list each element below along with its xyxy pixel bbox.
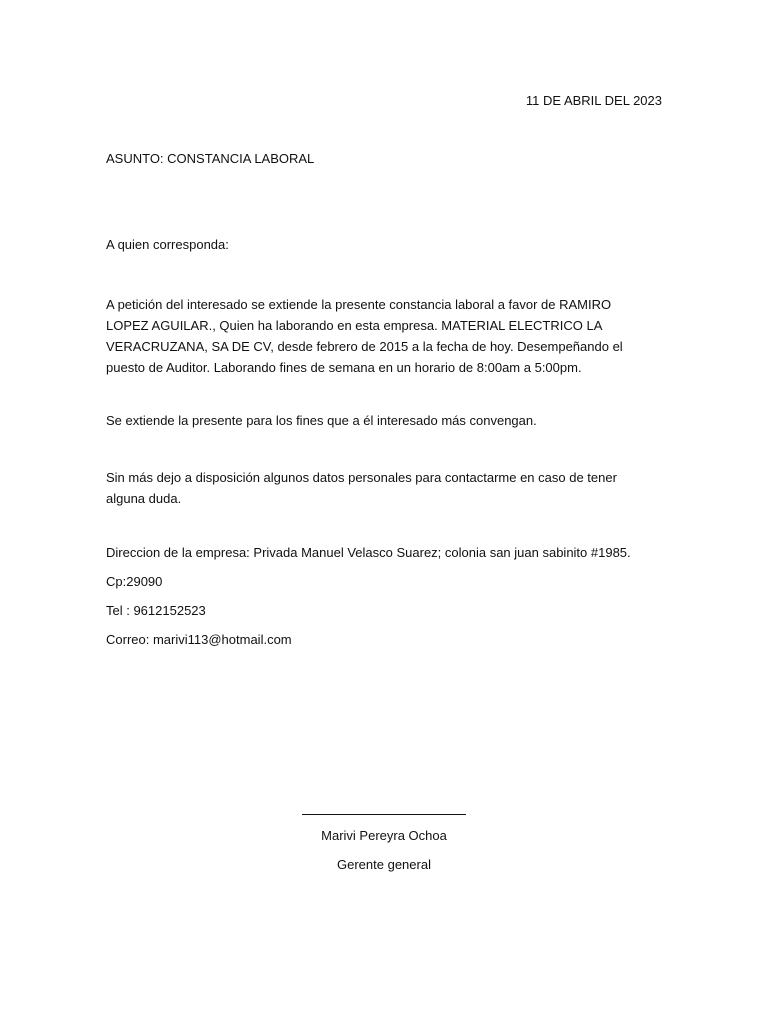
- body-paragraph-contact-offer: Sin más dejo a disposición algunos datos personales para contactarme en caso de tener alguna duda.: [106, 470, 617, 506]
- body-paragraph-employment: A petición del interesado se extiende la presente constancia laboral a favor de RAMIRO LOPEZ AGUILAR., Quien ha laborando en esta empresa. MATERIAL ELECTRICO LA VERACRUZANA, SA DE CV, desde febrero de 2015 a la fecha de hoy. Desempeñando el puesto de Auditor. Laborando fines de semana en un horario de 8:00am a 5:00pm.: [106, 297, 623, 375]
- signature-line-block: [0, 800, 768, 818]
- signatory-name: Marivi Pereyra Ochoa: [321, 828, 447, 843]
- company-address: Direccion de la empresa: Privada Manuel Velasco Suarez; colonia san juan sabinito #1985.: [106, 545, 631, 560]
- letter-salutation: A quien corresponda:: [106, 237, 229, 252]
- letter-subject: ASUNTO: CONSTANCIA LABORAL: [106, 151, 315, 166]
- signature-line: [302, 800, 466, 815]
- phone-number: Tel : 9612152523: [106, 603, 206, 618]
- letter-date: 11 DE ABRIL DEL 2023: [525, 93, 662, 108]
- body-paragraph-purpose: Se extiende la presente para los fines que a él interesado más convengan.: [106, 413, 537, 428]
- postal-code: Cp:29090: [106, 574, 163, 589]
- signatory-title: Gerente general: [337, 857, 431, 872]
- email-address: Correo: marivi113@hotmail.com: [106, 632, 292, 647]
